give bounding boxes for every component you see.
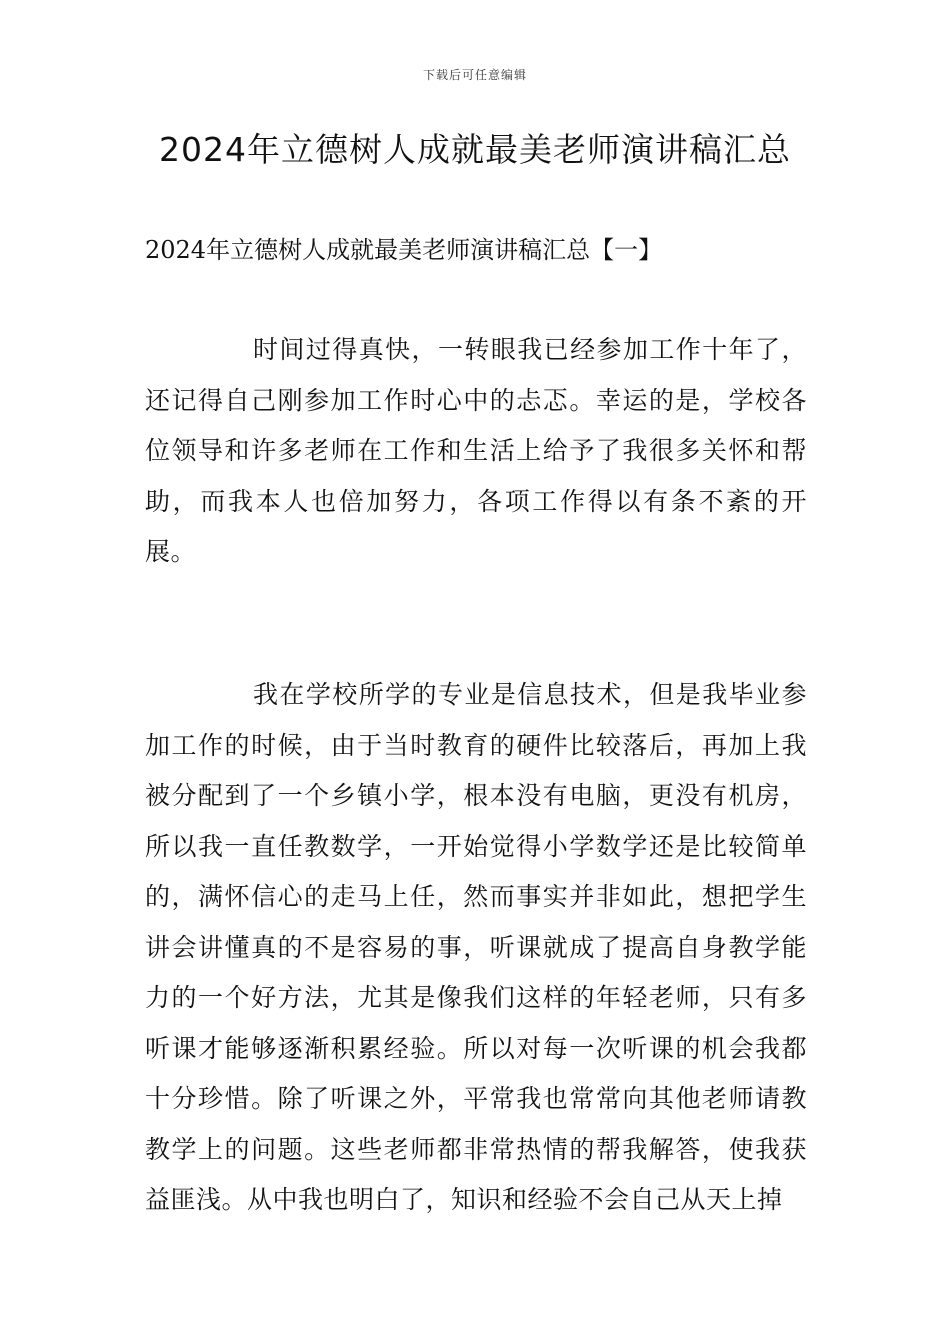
header-note: 下载后可任意编辑 [422, 68, 527, 82]
paragraph-2: 我在学校所学的专业是信息技术，但是我毕业参加工作的时候，由于当时教育的硬件比较落后，再加上我被分配到了一个乡镇小学，根本没有电脑，更没有机房，所以我一直任教数学，一开始觉得小学数学还是比较简单的，满怀信心的走马上任，然而事实并非如此，想把学生讲会讲懂真的不是容易的事，听课就成了提高自身教学能力的一个好方法，尤其是像我们这样的年轻老师，只有多听课才能够逐渐积累经验。所以对每一次听课的机会我都十分珍惜。除了听课之外，平常我也常常向其他老师请教教学上的问题。这些老师都非常热情的帮我解答，使我获益匪浅。从中我也明白了，知识和经验不会自己从天上掉 [145, 680, 807, 1214]
section-heading: 2024年立德树人成就最美老师演讲稿汇总【一】 [145, 236, 663, 264]
document-title: 2024年立德树人成就最美老师演讲稿汇总 [159, 130, 791, 169]
paragraph-1: 时间过得真快，一转眼我已经参加工作十年了，还记得自己刚参加工作时心中的忐忑。幸运的是，学校各位领导和许多老师在工作和生活上给予了我很多关怀和帮助，而我本人也倍加努力，各项工作得以有条不紊的开展。 [145, 335, 807, 566]
